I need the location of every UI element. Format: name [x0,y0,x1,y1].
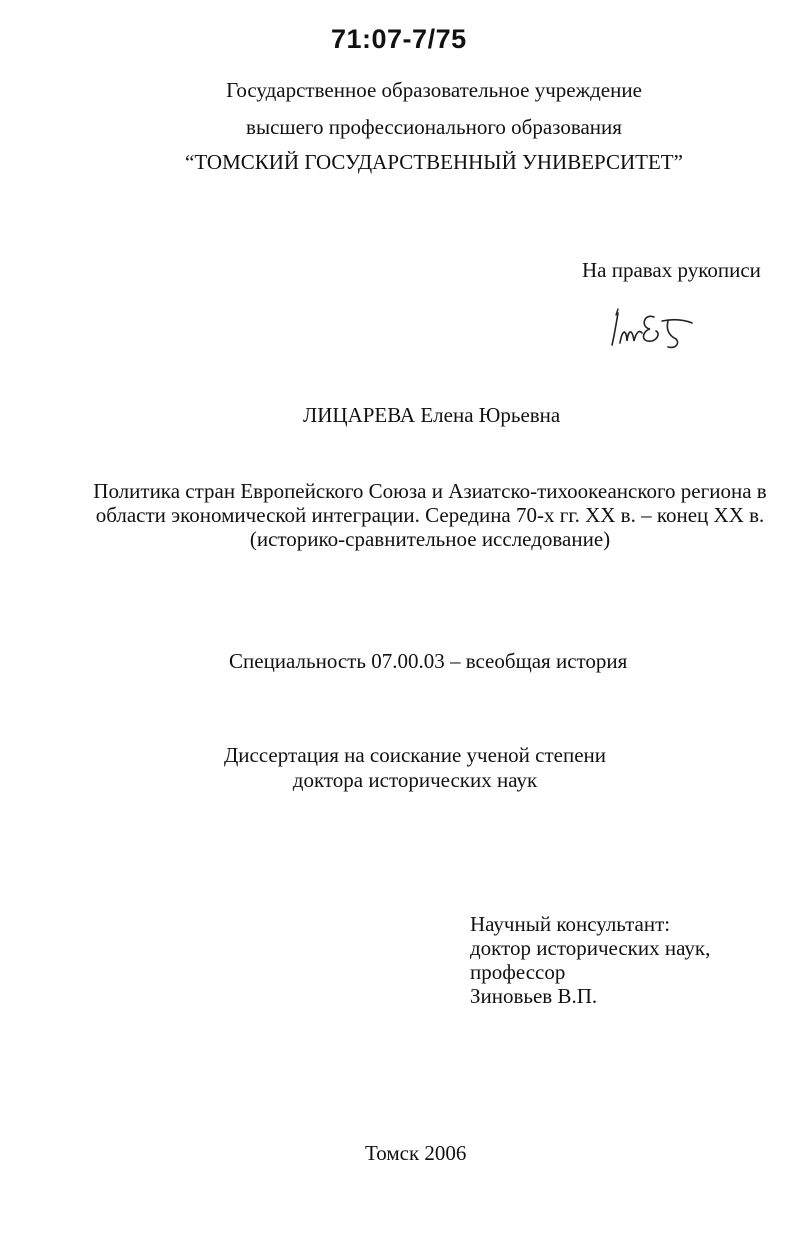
degree-line-2: доктора исторических наук [292,768,538,792]
institution-line-2: высшего профессионального образования [246,115,622,139]
author-name: ЛИЦАРЕВА Елена Юрьевна [303,403,561,427]
institution-name: “ТОМСКИЙ ГОСУДАРСТВЕННЫЙ УНИВЕРСИТЕТ” [185,150,683,174]
manuscript-note: На правах рукописи [582,258,761,282]
scientific-consultant [470,912,710,1008]
archive-code: 71:07-7/75 [331,24,467,54]
specialty: Специальность 07.00.03 – всеобщая история [229,649,628,673]
consultant-label: Научный консультант: [470,912,671,936]
consultant-degree: доктор исторических наук, [470,936,711,960]
consultant-rank: профессор [470,960,566,984]
place-and-year: Томск 2006 [365,1141,467,1165]
dissertation-title-line-2: области экономической интеграции. Середина 70-х гг. XX в. – конец XX в. [95,503,765,527]
dissertation-title-line-1: Политика стран Европейского Союза и Азиатско-тихоокеанского региона в [93,479,767,503]
consultant-name: Зиновьев В.П. [470,984,598,1008]
degree-line-1: Диссертация на соискание ученой степени [223,743,607,767]
dissertation-title-line-3: (историко-сравнительное исследование) [249,527,611,551]
institution-line-1: Государственное образовательное учреждение [226,78,642,102]
signature-icon [606,303,696,353]
